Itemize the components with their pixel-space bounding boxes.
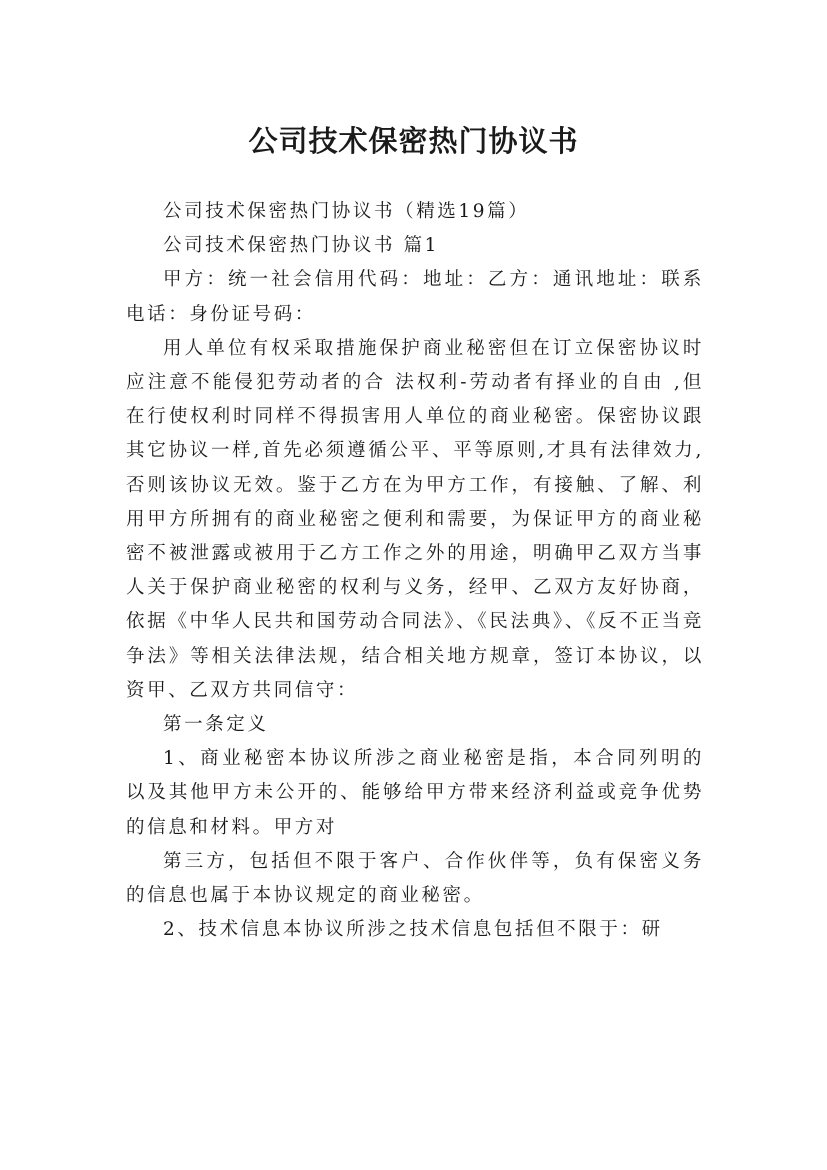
paragraph-section-heading: 公司技术保密热门协议书 篇1 [163,235,440,257]
paragraph-parties: 甲方：统一社会信用代码：地址：乙方：通讯地址：联系电话：身份证号码： [126,269,704,325]
paragraph-article-one-heading: 第一条定义 [163,714,269,736]
paragraph-clause-1-continued: 第三方，包括但不限于客户、合作伙伴等，负有保密义务的信息也属于本协议规定的商业秘密。 [126,850,704,907]
paragraph-preamble: 用人单位有权采取措施保护商业秘密但在订立保密协议时应注意不能侵犯劳动者的合 法权利-劳动者有择业的自由 ,但在行使权利时同样不得损害用人单位的商业秘密。保密协议跟其它协议一样,首先必须遵循公平、平等原则,才具有法律效力,否则该协议无效。鉴于乙方在为甲方工作，有接触、了解、利用甲方所拥有的商业秘密之便利和需要，为保证甲方的商业秘密不被泄露或被用于乙方工作之外的用途，明确甲乙双方当事人关于保护商业秘密的权利与义务，经甲、乙双方友好协商，依据《中华人民共和国劳动合同法》、《民法典》、《反不正当竞争法》等相关法律法规，结合相关地方规章，签订本协议，以资甲、乙双方共同信守： [126,337,704,701]
document-body [126,195,704,947]
paragraph-collection-heading: 公司技术保密热门协议书（精选19篇） [163,201,530,222]
document-title: 公司技术保密热门协议书 [248,124,579,159]
paragraph-clause-2: 2、技术信息本协议所涉之技术信息包括但不限于：研 [163,919,663,941]
paragraph-clause-1: 1、商业秘密本协议所涉之商业秘密是指，本合同列明的以及其他甲方未公开的、能够给甲方带来经济利益或竞争优势的信息和材料。甲方对 [126,748,704,838]
